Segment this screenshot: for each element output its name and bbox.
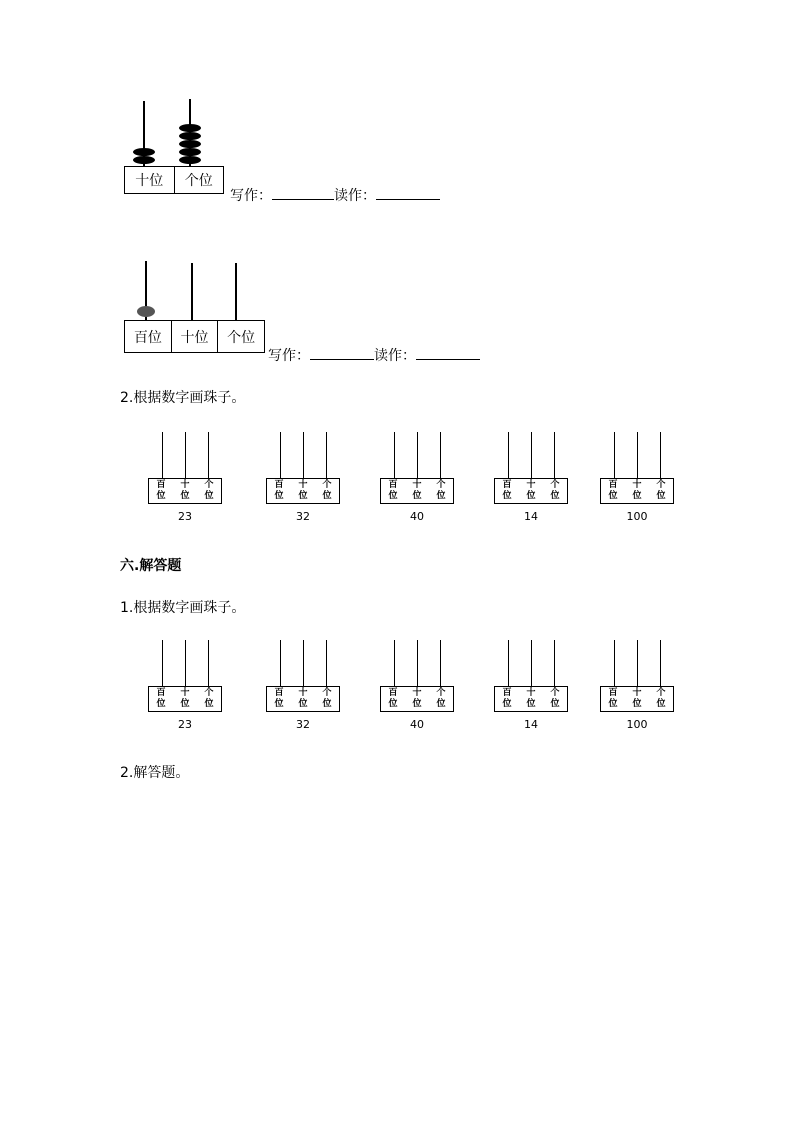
tens-rod	[417, 640, 418, 686]
read-blank[interactable]	[416, 359, 480, 360]
tens-label-bottom: 位	[526, 699, 536, 709]
ones-label-bottom: 位	[204, 491, 214, 501]
write-blank[interactable]	[310, 359, 374, 360]
tens-label	[173, 479, 197, 503]
ones-label-top: 个	[656, 480, 666, 490]
hundreds-label-bottom: 位	[502, 491, 512, 501]
tens-label	[405, 687, 429, 711]
hundreds-rod	[394, 640, 395, 686]
hundreds-label-top: 百	[388, 480, 398, 490]
write-label: 写作：	[230, 188, 272, 204]
hundreds-label-top: 百	[388, 688, 398, 698]
abacus-number: 40	[410, 510, 424, 523]
tens-label-top: 十	[298, 688, 308, 698]
hundreds-label-top: 百	[608, 480, 618, 490]
ones-rod	[208, 432, 209, 478]
place-value-box	[380, 478, 454, 504]
tens-label-bottom: 位	[412, 699, 422, 709]
ones-bead	[179, 148, 201, 156]
abacus-number: 100	[626, 510, 648, 523]
ones-label-bottom: 位	[656, 699, 666, 709]
ones-label-bottom: 位	[550, 699, 560, 709]
tens-label: 十位	[135, 173, 164, 189]
read-blank[interactable]	[376, 199, 440, 200]
ones-rod	[326, 432, 327, 478]
place-value-box	[124, 166, 224, 194]
hundreds-bead	[137, 306, 155, 317]
tens-label-top: 十	[180, 688, 190, 698]
tens-label: 十位	[171, 321, 218, 352]
write-label: 写作：	[268, 348, 310, 364]
tens-label-top: 十	[526, 480, 536, 490]
ones-rod	[440, 432, 441, 478]
ones-rod	[326, 640, 327, 686]
tens-rod	[303, 640, 304, 686]
tens-label-top: 十	[632, 688, 642, 698]
section-6-question-1-title: 1.根据数字画珠子。	[120, 600, 246, 616]
tens-label-bottom: 位	[526, 491, 536, 501]
ones-label	[197, 687, 221, 711]
ones-label: 个位	[174, 167, 224, 193]
hundreds-label-top: 百	[274, 480, 284, 490]
tens-label	[291, 687, 315, 711]
abacus-number: 23	[178, 510, 192, 523]
place-value-box	[266, 478, 340, 504]
ones-label-bottom: 位	[436, 491, 446, 501]
hundreds-label	[601, 687, 625, 711]
ones-label-bottom: 位	[436, 699, 446, 709]
abacus-number: 23	[178, 718, 192, 731]
hundreds-label: 百位	[133, 329, 162, 346]
ones-rod	[554, 640, 555, 686]
hundreds-rod	[162, 432, 163, 478]
tens-rod	[417, 432, 418, 478]
ones-label-top: 个	[436, 688, 446, 698]
abacus-number: 32	[296, 718, 310, 731]
ones-bead	[179, 156, 201, 164]
ones-rod	[208, 640, 209, 686]
tens-label	[625, 479, 649, 503]
ones-label-top: 个	[550, 688, 560, 698]
hundreds-rod	[280, 432, 281, 478]
hundreds-label-bottom: 位	[156, 491, 166, 501]
ones-label-top: 个	[204, 480, 214, 490]
hundreds-label-bottom: 位	[502, 699, 512, 709]
hundreds-label	[149, 479, 173, 503]
tens-rod	[185, 640, 186, 686]
tens-label-top: 十	[412, 688, 422, 698]
ones-rod	[660, 432, 661, 478]
ones-bead	[179, 132, 201, 140]
tens-rod	[531, 432, 532, 478]
abacus-number: 100	[626, 718, 648, 731]
tens-label	[405, 479, 429, 503]
ones-label	[649, 479, 673, 503]
hundreds-label-top: 百	[156, 688, 166, 698]
hundreds-label-top: 百	[502, 688, 512, 698]
place-value-box	[494, 686, 568, 712]
place-value-box	[600, 478, 674, 504]
hundreds-rod	[280, 640, 281, 686]
hundreds-label	[267, 687, 291, 711]
hundreds-rod	[162, 640, 163, 686]
ones-label-bottom: 位	[550, 491, 560, 501]
hundreds-label-bottom: 位	[274, 491, 284, 501]
ones-label-top: 个	[322, 480, 332, 490]
read-label: 读作：	[334, 188, 376, 204]
ones-label	[649, 687, 673, 711]
hundreds-label	[601, 479, 625, 503]
place-value-box	[148, 478, 222, 504]
tens-bead	[133, 156, 155, 164]
ones-label	[543, 479, 567, 503]
ones-label	[315, 479, 339, 503]
hundreds-label	[149, 687, 173, 711]
ones-rod	[660, 640, 661, 686]
place-value-box	[600, 686, 674, 712]
tens-label-top: 十	[412, 480, 422, 490]
tens-label-bottom: 位	[632, 491, 642, 501]
tens-label	[173, 687, 197, 711]
abacus-number: 40	[410, 718, 424, 731]
tens-rod	[185, 432, 186, 478]
ones-rod	[235, 263, 237, 321]
ones-label-top: 个	[436, 480, 446, 490]
place-value-box	[124, 320, 265, 353]
ones-label	[543, 687, 567, 711]
ones-label-bottom: 位	[322, 699, 332, 709]
tens-label-bottom: 位	[180, 699, 190, 709]
section-6-title: 六.解答题	[120, 558, 182, 574]
section-6-question-2-title: 2.解答题。	[120, 765, 190, 781]
hundreds-label-top: 百	[502, 480, 512, 490]
ones-label-top: 个	[656, 688, 666, 698]
hundreds-label	[495, 479, 519, 503]
tens-rod	[637, 432, 638, 478]
tens-label-bottom: 位	[298, 491, 308, 501]
abacus-number: 32	[296, 510, 310, 523]
tens-label	[291, 479, 315, 503]
ones-rod	[440, 640, 441, 686]
ones-bead	[179, 124, 201, 132]
place-value-box	[494, 478, 568, 504]
hundreds-label	[381, 479, 405, 503]
tens-label-bottom: 位	[180, 491, 190, 501]
tens-label-bottom: 位	[412, 491, 422, 501]
hundreds-label	[381, 687, 405, 711]
hundreds-rod	[614, 432, 615, 478]
tens-bead	[133, 148, 155, 156]
ones-bead	[179, 140, 201, 148]
read-label: 读作：	[374, 348, 416, 364]
hundreds-label-bottom: 位	[388, 699, 398, 709]
hundreds-label-bottom: 位	[388, 491, 398, 501]
ones-label	[197, 479, 221, 503]
ones-label-bottom: 位	[322, 491, 332, 501]
place-value-box	[148, 686, 222, 712]
tens-label-bottom: 位	[632, 699, 642, 709]
place-value-box	[266, 686, 340, 712]
tens-label-top: 十	[180, 480, 190, 490]
hundreds-label-top: 百	[156, 480, 166, 490]
hundreds-label-bottom: 位	[156, 699, 166, 709]
hundreds-rod	[508, 432, 509, 478]
hundreds-label	[495, 687, 519, 711]
tens-rod	[303, 432, 304, 478]
tens-label	[625, 687, 649, 711]
hundreds-label-bottom: 位	[274, 699, 284, 709]
hundreds-label-top: 百	[274, 688, 284, 698]
abacus-number: 14	[524, 718, 538, 731]
write-read-line	[230, 185, 440, 205]
hundreds-rod	[394, 432, 395, 478]
tens-label-bottom: 位	[298, 699, 308, 709]
tens-rod	[191, 263, 193, 321]
tens-rod	[531, 640, 532, 686]
tens-label	[519, 479, 543, 503]
ones-label: 个位	[217, 321, 264, 352]
ones-label-top: 个	[204, 688, 214, 698]
hundreds-label-top: 百	[608, 688, 618, 698]
ones-label-top: 个	[550, 480, 560, 490]
ones-label-top: 个	[322, 688, 332, 698]
hundreds-label	[267, 479, 291, 503]
write-read-line	[268, 345, 480, 365]
ones-label-bottom: 位	[656, 491, 666, 501]
tens-label-top: 十	[526, 688, 536, 698]
place-value-box	[380, 686, 454, 712]
ones-label	[429, 479, 453, 503]
ones-rod	[554, 432, 555, 478]
tens-label-top: 十	[298, 480, 308, 490]
write-blank[interactable]	[272, 199, 334, 200]
ones-label	[429, 687, 453, 711]
question-2-title: 2.根据数字画珠子。	[120, 390, 246, 406]
hundreds-rod	[508, 640, 509, 686]
tens-label	[519, 687, 543, 711]
hundreds-label-bottom: 位	[608, 491, 618, 501]
ones-label	[315, 687, 339, 711]
tens-label-top: 十	[632, 480, 642, 490]
hundreds-rod	[614, 640, 615, 686]
abacus-number: 14	[524, 510, 538, 523]
hundreds-label-bottom: 位	[608, 699, 618, 709]
ones-label-bottom: 位	[204, 699, 214, 709]
tens-rod	[637, 640, 638, 686]
